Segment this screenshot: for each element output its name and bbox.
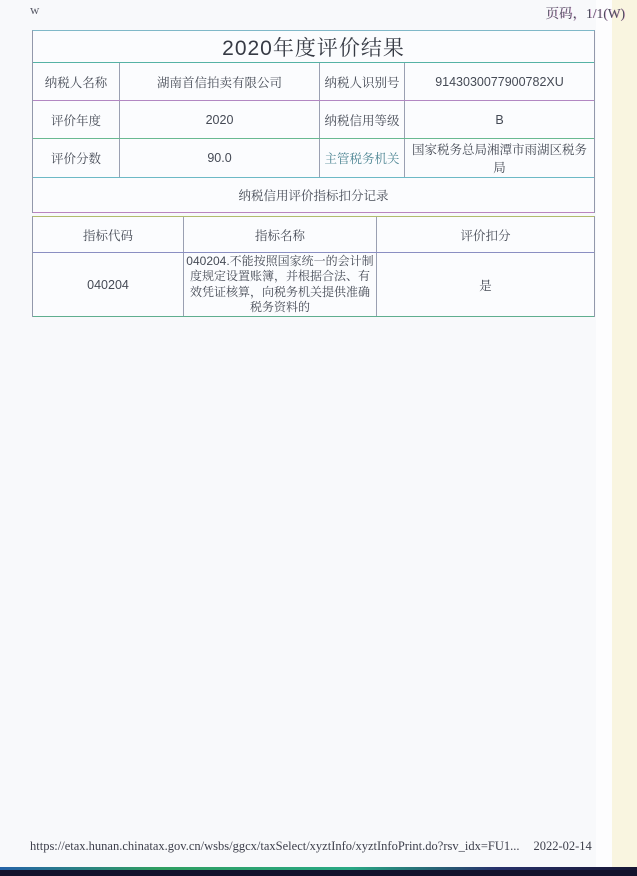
footer-date: 2022-02-14: [533, 839, 592, 853]
credit-rating-value: B: [404, 101, 594, 138]
deduction-header-row: [33, 217, 594, 253]
scan-bottom-band: [0, 870, 637, 876]
credit-rating-label: 纳税信用等级: [319, 101, 404, 138]
eval-score-label: 评价分数: [50, 152, 101, 166]
evaluation-summary-table: [32, 30, 595, 213]
tax-authority-label: 主管税务机关: [319, 139, 404, 177]
section-title-row: [33, 178, 594, 213]
footer-url: https://etax.hunan.chinatax.gov.cn/wsbs/ggcx/taxSelect/xyztInfo/xyztInfoPrint.do?rsv_idx=FU1...: [30, 839, 520, 853]
scan-edge-strip: [612, 0, 637, 876]
indicator-name-cell: 040204.不能按照国家统一的会计制度规定设置账簿，并根据合法、有效凭证核算，向税务机关提供准确税务资料的: [183, 253, 376, 316]
top-left-mark: w: [30, 2, 40, 17]
taxpayer-id-label: 纳税人识别号: [319, 63, 404, 100]
page-number-label: 页码，1/1(W): [545, 6, 625, 21]
deduction-cell: 是: [376, 253, 594, 316]
table-row: [33, 101, 594, 139]
table-row: [33, 63, 594, 101]
indicator-code-header: 指标代码: [82, 228, 133, 243]
report-title-row: [33, 31, 594, 63]
table-row: [33, 139, 594, 178]
taxpayer-name-label: 纳税人名称: [44, 75, 108, 90]
indicator-code-cell: 040204: [87, 277, 129, 292]
taxpayer-name-value: 湖南首信拍卖有限公司: [119, 63, 319, 100]
table-row: [33, 253, 594, 317]
taxpayer-id-value: 9143030077900782XU: [404, 63, 594, 100]
eval-score-value: 90.0: [119, 139, 319, 177]
indicator-name-header: 指标名称: [183, 217, 376, 252]
section-title: 纳税信用评价指标扣分记录: [238, 189, 389, 203]
deduction-header: 评价扣分: [376, 217, 594, 252]
print-footer: [30, 839, 592, 854]
tax-authority-value: 国家税务总局湘潭市雨湖区税务局: [404, 139, 594, 177]
deduction-record-table: [32, 216, 595, 317]
eval-year-label: 评价年度: [50, 113, 101, 128]
report-title: 2020年度评价结果: [222, 36, 405, 60]
scan-edge-gap: [596, 0, 612, 876]
eval-year-value: 2020: [119, 101, 319, 138]
